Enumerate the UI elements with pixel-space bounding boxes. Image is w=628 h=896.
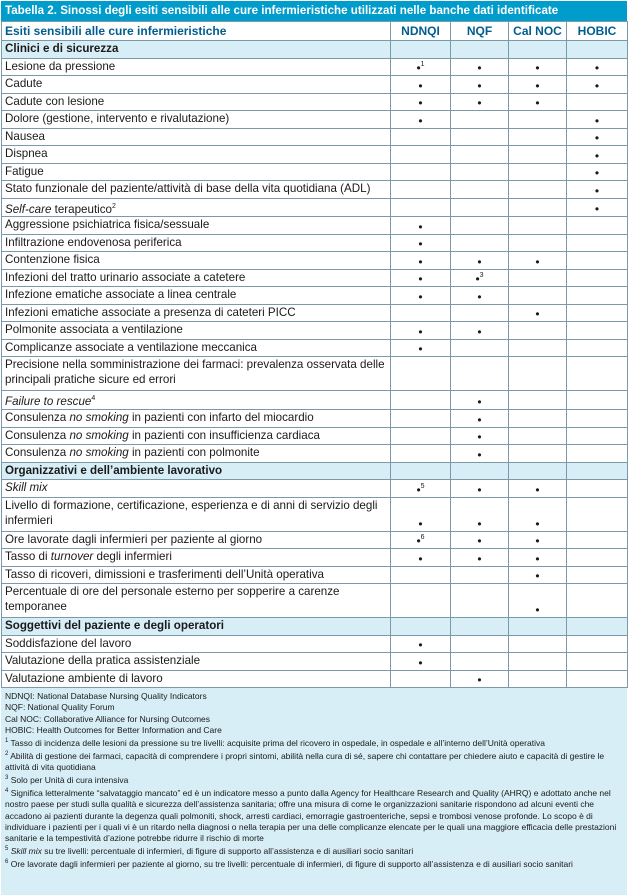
cell-calnoc [509, 163, 567, 181]
cell-ndnqi [391, 618, 451, 636]
table-row [2, 584, 628, 618]
cell-nqf [451, 163, 509, 181]
cell-hobic [567, 670, 628, 688]
table-row [2, 234, 628, 252]
cell-calnoc [509, 445, 567, 463]
table-figure [1, 1, 627, 895]
cell-calnoc: • [509, 252, 567, 270]
cell-hobic [567, 462, 628, 480]
footnote-line: $^5$ Skill mix su tre livelli: percentuale di infermieri, di figure di supporto all’assistenza e di ausiliari socio sanitari [5, 846, 414, 856]
cell-hobic: • [567, 58, 628, 76]
footnote-number: 6 [5, 859, 9, 866]
outcome-label: Cadute [2, 76, 391, 94]
italic-term: Failure to rescue [5, 395, 92, 409]
cell-nqf: • [451, 445, 509, 463]
cell-calnoc [509, 427, 567, 445]
outcome-label: Complicanze associate a ventilazione meccanica [2, 339, 391, 357]
outcome-label: Infezione ematiche associate a linea centrale [2, 287, 391, 305]
table-row [2, 357, 628, 391]
cell-nqf [451, 234, 509, 252]
section-row [2, 462, 628, 480]
table-row [2, 198, 628, 217]
footnote-ref: 5 [420, 482, 425, 490]
cell-hobic [567, 391, 628, 410]
section-row [2, 41, 628, 59]
footnote-line: NQF: National Quality Forum [5, 702, 115, 713]
cell-hobic [567, 269, 628, 287]
cell-nqf [451, 339, 509, 357]
cell-ndnqi [391, 584, 451, 618]
footnote-line: NDNQI: National Database Nursing Quality Indicators [5, 691, 207, 702]
footnote-line: $^3$ Solo per Unità di cura intensiva [5, 775, 129, 786]
cell-calnoc [509, 269, 567, 287]
outcome-label: Consulenza no smoking in pazienti con polmonite [2, 445, 391, 463]
cell-calnoc [509, 217, 567, 235]
cell-nqf [451, 41, 509, 59]
cell-hobic [567, 584, 628, 618]
cell-ndnqi [391, 181, 451, 199]
footnote-number: 1 [5, 738, 9, 745]
cell-hobic [567, 410, 628, 428]
outcome-label: Dolore (gestione, intervento e rivalutazione) [2, 111, 391, 129]
cell-hobic [567, 427, 628, 445]
cell-hobic [567, 566, 628, 584]
table-row [2, 252, 628, 270]
cell-hobic [567, 480, 628, 498]
table-row [2, 531, 628, 549]
cell-nqf [451, 653, 509, 671]
outcome-label: Polmonite associata a ventilazione [2, 322, 391, 340]
outcome-label: Lesione da pressione [2, 58, 391, 76]
header-calnoc: Cal NOC [509, 22, 567, 41]
outcome-label: Fatigue [2, 163, 391, 181]
cell-calnoc [509, 111, 567, 129]
cell-hobic [567, 618, 628, 636]
cell-hobic [567, 322, 628, 340]
cell-hobic [567, 653, 628, 671]
cell-ndnqi: • [391, 217, 451, 235]
cell-hobic: • [567, 181, 628, 199]
cell-ndnqi: • [391, 93, 451, 111]
table-row [2, 163, 628, 181]
cell-ndnqi [391, 41, 451, 59]
cell-hobic: • [567, 128, 628, 146]
footnote-ref: 6 [420, 534, 425, 542]
header-outcome: Esiti sensibili alle cure infermieristiche [2, 22, 391, 41]
footnote-line: Cal NOC: Collaborative Alliance for Nursing Outcomes [5, 713, 211, 724]
cell-hobic [567, 357, 628, 391]
cell-calnoc [509, 234, 567, 252]
table-row [2, 670, 628, 688]
cell-hobic [567, 217, 628, 235]
cell-calnoc [509, 181, 567, 199]
table-body [2, 41, 628, 688]
cell-ndnqi: • [391, 76, 451, 94]
cell-calnoc [509, 653, 567, 671]
cell-nqf [451, 217, 509, 235]
table-row [2, 269, 628, 287]
cell-ndnqi: • [391, 322, 451, 340]
cell-ndnqi: • [391, 269, 451, 287]
table-row [2, 497, 628, 531]
cell-hobic [567, 339, 628, 357]
cell-ndnqi [391, 128, 451, 146]
footnote-ref: 3 [479, 272, 484, 280]
footnote-line: $^4$ Significa letteralmente “salvataggio mancato” ed è un indicatore messo a punto dalla Agency for Healthcare Research and Quality (AHRQ) e adottato anche nel nostro paese per studi sulla qualità e sicurezza dell’assistenza sanitaria; offre una misura di come le organizzazioni sanitarie rispondono ad alcuni eventi che accadono ai pazienti durante la degenza quali polmoniti, shock, arresti cardiaci, emorragie gastroenteriche, sepsi e trombosi venose profonde. Lo scopo è di individuare i pazienti per i quali vi è un ritardo nella diagnosi o nella terapia per una delle complicanze elencate per le quali una maggiore efficacia delle prestazioni sanitarie e la tempestività d’azione potrebbe ridurre il rischio di morte [5, 788, 617, 843]
cell-ndnqi [391, 427, 451, 445]
cell-nqf: • [451, 93, 509, 111]
footnote-ref: 4 [91, 395, 96, 403]
outcome-label: Consulenza no smoking in pazienti con insufficienza cardiaca [2, 427, 391, 445]
cell-ndnqi: • [391, 287, 451, 305]
table-row [2, 111, 628, 129]
cell-hobic [567, 445, 628, 463]
outcome-label: Percentuale di ore del personale esterno per sopperire a carenze temporanee [2, 584, 391, 618]
cell-nqf [451, 146, 509, 164]
table-row [2, 635, 628, 653]
outcomes-table [1, 21, 628, 688]
footnote-number: 5 [5, 846, 9, 853]
cell-ndnqi [391, 410, 451, 428]
cell-ndnqi [391, 163, 451, 181]
cell-calnoc [509, 391, 567, 410]
cell-ndnqi: • [391, 497, 451, 531]
footnote-line: $^1$ Tasso di incidenza delle lesioni da pressione su tre livelli: acquisite prima del ricovero in ospedale, in ospedale e all’interno dell’Unità operativa [5, 737, 545, 748]
cell-hobic: • [567, 76, 628, 94]
table-row [2, 93, 628, 111]
cell-ndnqi: • [391, 549, 451, 567]
table-row [2, 304, 628, 322]
table-row [2, 58, 628, 76]
cell-nqf [451, 618, 509, 636]
cell-calnoc [509, 357, 567, 391]
cell-ndnqi: •$^1$ [391, 58, 451, 76]
cell-nqf: • [451, 480, 509, 498]
cell-ndnqi [391, 445, 451, 463]
cell-calnoc [509, 670, 567, 688]
table-row [2, 217, 628, 235]
cell-calnoc: • [509, 549, 567, 567]
cell-nqf: • [451, 549, 509, 567]
cell-ndnqi [391, 670, 451, 688]
cell-ndnqi [391, 462, 451, 480]
cell-nqf [451, 566, 509, 584]
cell-hobic: • [567, 111, 628, 129]
table-row [2, 128, 628, 146]
cell-ndnqi [391, 357, 451, 391]
cell-calnoc: • [509, 76, 567, 94]
table-row [2, 339, 628, 357]
cell-ndnqi: •$^5$ [391, 480, 451, 498]
cell-calnoc [509, 462, 567, 480]
cell-calnoc [509, 41, 567, 59]
cell-hobic [567, 531, 628, 549]
footnote-ref: 2 [112, 202, 116, 210]
header-hobic: HOBIC [567, 22, 628, 41]
outcome-label: Livello di formazione, certificazione, esperienza e di anni di servizio degli infermieri [2, 497, 391, 531]
cell-nqf: • [451, 497, 509, 531]
cell-hobic [567, 252, 628, 270]
table-row [2, 480, 628, 498]
footnote-number: 3 [5, 775, 9, 782]
table-row [2, 549, 628, 567]
italic-term: no smoking [69, 428, 129, 442]
table-row [2, 287, 628, 305]
footnote-number: 4 [5, 788, 9, 795]
table-row [2, 322, 628, 340]
cell-ndnqi [391, 146, 451, 164]
cell-nqf [451, 462, 509, 480]
cell-nqf [451, 181, 509, 199]
cell-nqf [451, 128, 509, 146]
cell-nqf [451, 357, 509, 391]
cell-ndnqi [391, 566, 451, 584]
footnote-line: $^2$ Abilità di gestione dei farmaci, capacità di comprendere i propri sintomi, abilità nella cura di sé, sapere chi contattare per chiedere aiuto e capacità di gestire le attività di vita quotidiana [5, 750, 605, 773]
outcome-label: Tasso di turnover degli infermieri [2, 549, 391, 567]
cell-hobic [567, 497, 628, 531]
outcome-label: Self-care terapeutico$^2$ [2, 198, 391, 217]
cell-ndnqi: • [391, 635, 451, 653]
cell-nqf: • [451, 410, 509, 428]
table-row [2, 76, 628, 94]
cell-hobic: • [567, 146, 628, 164]
italic-term: no smoking [69, 411, 129, 425]
cell-calnoc [509, 287, 567, 305]
outcome-label: Aggressione psichiatrica fisica/sessuale [2, 217, 391, 235]
table-title: Tabella 2. Sinossi degli esiti sensibili alle cure infermieristiche utilizzati nelle banche dati identificate [1, 1, 627, 21]
cell-nqf [451, 111, 509, 129]
outcome-label: Valutazione ambiente di lavoro [2, 670, 391, 688]
cell-hobic [567, 304, 628, 322]
cell-ndnqi: •$^6$ [391, 531, 451, 549]
outcome-label: Consulenza no smoking in pazienti con infarto del miocardio [2, 410, 391, 428]
cell-calnoc: • [509, 584, 567, 618]
cell-calnoc: • [509, 531, 567, 549]
cell-calnoc: • [509, 93, 567, 111]
cell-calnoc [509, 322, 567, 340]
cell-hobic [567, 549, 628, 567]
footnote-line: $^6$ Ore lavorate dagli infermieri per paziente al giorno, su tre livelli: percentuale di infermieri, di figure di supporto all’assistenza e di ausiliari socio sanitari [5, 859, 573, 870]
table-row [2, 427, 628, 445]
cell-nqf [451, 304, 509, 322]
cell-calnoc [509, 198, 567, 217]
table-row [2, 566, 628, 584]
italic-term: turnover [50, 550, 94, 564]
section-label: Organizzativi e dell’ambiente lavorativo [2, 462, 391, 480]
cell-ndnqi: • [391, 234, 451, 252]
cell-nqf: • [451, 670, 509, 688]
cell-calnoc [509, 618, 567, 636]
cell-ndnqi: • [391, 252, 451, 270]
header-nqf: NQF [451, 22, 509, 41]
outcome-label: Precisione nella somministrazione dei farmaci: prevalenza osservata delle principali pratiche sicure ed errori [2, 357, 391, 391]
cell-calnoc: • [509, 566, 567, 584]
section-row [2, 618, 628, 636]
cell-ndnqi [391, 198, 451, 217]
cell-hobic [567, 234, 628, 252]
outcome-label: Infiltrazione endovenosa periferica [2, 234, 391, 252]
cell-nqf: • [451, 531, 509, 549]
header-ndnqi: NDNQI [391, 22, 451, 41]
cell-calnoc [509, 339, 567, 357]
cell-nqf: • [451, 322, 509, 340]
cell-ndnqi [391, 304, 451, 322]
section-label: Clinici e di sicurezza [2, 41, 391, 59]
cell-ndnqi [391, 391, 451, 410]
footnote-ref: 1 [420, 61, 425, 68]
table-header-row [2, 22, 628, 41]
cell-nqf [451, 635, 509, 653]
cell-nqf: • [451, 287, 509, 305]
italic-term: Self-care [5, 202, 52, 216]
cell-calnoc [509, 128, 567, 146]
cell-ndnqi: • [391, 339, 451, 357]
cell-calnoc: • [509, 480, 567, 498]
cell-hobic: • [567, 198, 628, 217]
outcome-label [2, 391, 391, 410]
cell-nqf: • [451, 427, 509, 445]
outcome-label: Soddisfazione del lavoro [2, 635, 391, 653]
cell-hobic [567, 635, 628, 653]
outcome-label: Contenzione fisica [2, 252, 391, 270]
cell-nqf: • [451, 58, 509, 76]
table-row [2, 146, 628, 164]
outcome-label: Nausea [2, 128, 391, 146]
table-row [2, 653, 628, 671]
outcome-label: Dispnea [2, 146, 391, 164]
outcome-label: Infezioni del tratto urinario associate a catetere [2, 269, 391, 287]
cell-hobic [567, 41, 628, 59]
cell-calnoc [509, 410, 567, 428]
table-row [2, 181, 628, 199]
cell-nqf: •$^3$ [451, 269, 509, 287]
table-row [2, 410, 628, 428]
footnote-line: HOBIC: Health Outcomes for Better Information and Care [5, 724, 222, 735]
cell-calnoc [509, 146, 567, 164]
outcome-label: Infezioni ematiche associate a presenza di cateteri PICC [2, 304, 391, 322]
cell-ndnqi: • [391, 111, 451, 129]
cell-hobic [567, 93, 628, 111]
outcome-label: Valutazione della pratica assistenziale [2, 653, 391, 671]
cell-calnoc: • [509, 304, 567, 322]
outcome-label: Ore lavorate dagli infermieri per paziente al giorno [2, 531, 391, 549]
cell-nqf [451, 198, 509, 217]
table-row [2, 445, 628, 463]
footnote-number: 2 [5, 751, 9, 758]
italic-term: Skill mix [10, 846, 42, 856]
italic-term: no smoking [69, 446, 129, 460]
cell-ndnqi: • [391, 653, 451, 671]
cell-calnoc: • [509, 497, 567, 531]
section-label: Soggettivi del paziente e degli operatori [2, 618, 391, 636]
table-footnotes [1, 688, 627, 870]
outcome-label: Tasso di ricoveri, dimissioni e trasferimenti dell’Unità operativa [2, 566, 391, 584]
cell-nqf: • [451, 76, 509, 94]
table-row [2, 391, 628, 410]
cell-calnoc: • [509, 58, 567, 76]
cell-nqf: • [451, 252, 509, 270]
cell-hobic: • [567, 163, 628, 181]
cell-calnoc [509, 635, 567, 653]
outcome-label: Cadute con lesione [2, 93, 391, 111]
cell-nqf [451, 584, 509, 618]
outcome-label [2, 480, 391, 498]
cell-nqf: • [451, 391, 509, 410]
cell-hobic [567, 287, 628, 305]
outcome-label: Stato funzionale del paziente/attività di base della vita quotidiana (ADL) [2, 181, 391, 199]
italic-term: Skill mix [5, 481, 48, 495]
